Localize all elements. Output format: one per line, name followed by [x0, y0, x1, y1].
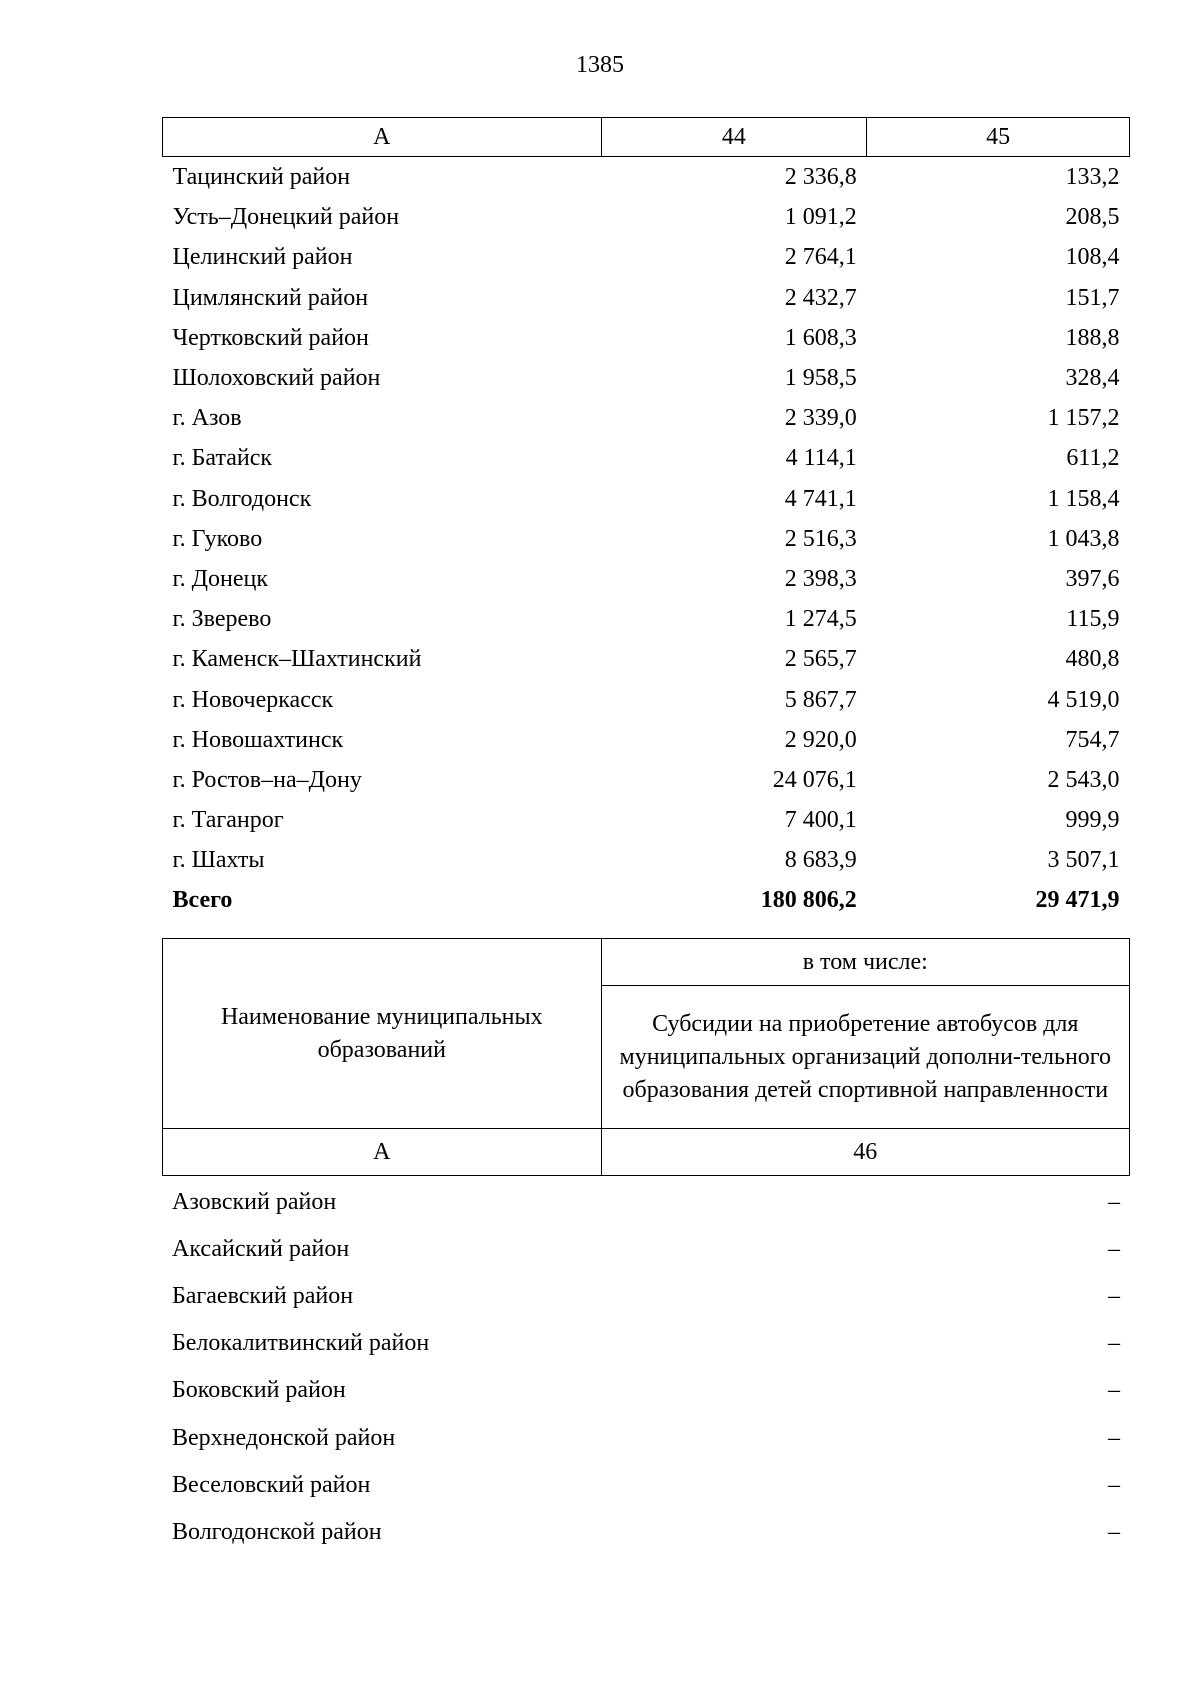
table-row	[163, 559, 1130, 599]
municipality-name: Целинский район	[172, 244, 353, 271]
bus-subsidy-header: Субсидии на приобретение автобусов для муниципальных организаций дополни-тельного образования детей спортивной направленности	[601, 986, 1129, 1129]
table-row	[163, 720, 1130, 760]
municipality-name: г. Донецк	[172, 565, 269, 592]
value-col-46: –	[1108, 1424, 1120, 1451]
value-col-46: –	[1108, 1518, 1120, 1545]
municipality-name: Верхнедонской район	[172, 1424, 396, 1451]
table-row	[163, 318, 1130, 358]
value-col-45: 4 519,0	[1047, 686, 1120, 713]
municipality-name: Багаевский район	[172, 1282, 354, 1309]
table-row	[162, 1225, 1130, 1272]
value-col-45: 480,8	[1065, 646, 1120, 673]
municipality-name: г. Шахты	[172, 847, 265, 874]
value-col-45: 115,9	[1066, 606, 1120, 633]
table-row	[163, 519, 1130, 559]
value-col-44: 1 608,3	[784, 324, 857, 351]
table-row	[163, 840, 1130, 880]
table-row	[163, 639, 1130, 679]
value-col-44: 8 683,9	[784, 847, 857, 874]
value-col-44: 24 076,1	[772, 766, 857, 793]
subsidy-table-header	[162, 938, 1130, 1176]
total-row	[163, 880, 1130, 920]
municipality-name: г. Новошахтинск	[172, 726, 344, 753]
value-col-45: 611,2	[1066, 445, 1120, 472]
total-col-44: 180 806,2	[760, 887, 857, 914]
municipality-name: Волгодонской район	[172, 1518, 382, 1545]
header-col-a: А	[163, 1129, 602, 1176]
table-row	[162, 1272, 1130, 1319]
header-col-45: 45	[867, 118, 1130, 157]
table-row	[163, 679, 1130, 719]
municipality-name: Азовский район	[172, 1188, 337, 1215]
value-col-44: 2 336,8	[784, 164, 857, 191]
municipality-name: Шолоховский район	[172, 365, 381, 392]
total-col-45: 29 471,9	[1035, 887, 1120, 914]
header-col-44: 44	[601, 118, 867, 157]
municipality-name: Боковский район	[172, 1377, 346, 1404]
table-row	[163, 197, 1130, 237]
value-col-44: 4 741,1	[784, 485, 857, 512]
municipality-name: г. Зверево	[172, 606, 272, 633]
table-row	[163, 358, 1130, 398]
municipality-name: Белокалитвинский район	[172, 1330, 430, 1357]
value-col-44: 2 339,0	[784, 405, 857, 432]
table-row	[163, 438, 1130, 478]
value-col-45: 2 543,0	[1047, 766, 1120, 793]
table-row	[163, 800, 1130, 840]
value-col-45: 3 507,1	[1047, 847, 1120, 874]
table-row	[162, 1320, 1130, 1367]
total-label: Всего	[172, 887, 233, 914]
value-col-46: –	[1108, 1377, 1120, 1404]
value-col-45: 397,6	[1065, 565, 1120, 592]
municipality-name: Веселовский район	[172, 1471, 371, 1498]
table-row	[163, 479, 1130, 519]
municipality-name: г. Волгодонск	[172, 485, 312, 512]
table-row	[163, 157, 1130, 198]
municipality-name: г. Батайск	[172, 445, 273, 472]
value-col-44: 4 114,1	[785, 445, 857, 472]
table-row	[162, 1367, 1130, 1414]
municipality-name: г. Гуково	[172, 525, 263, 552]
table-row	[162, 1461, 1130, 1508]
value-col-44: 5 867,7	[784, 686, 857, 713]
value-col-44: 1 958,5	[784, 365, 857, 392]
table-row	[162, 1178, 1130, 1225]
value-col-45: 108,4	[1065, 244, 1120, 271]
municipality-name: Аксайский район	[172, 1235, 350, 1262]
table-row	[162, 1508, 1130, 1555]
value-col-46: –	[1108, 1330, 1120, 1357]
value-col-45: 1 043,8	[1047, 525, 1120, 552]
municipality-name: г. Таганрог	[172, 807, 284, 834]
municipality-name-header: Наименование муниципальных образований	[163, 939, 602, 1129]
allocation-table-44-45	[162, 117, 1130, 921]
value-col-45: 133,2	[1065, 164, 1120, 191]
value-col-45: 999,9	[1065, 807, 1120, 834]
value-col-46: –	[1108, 1188, 1120, 1215]
value-col-46: –	[1108, 1471, 1120, 1498]
municipality-name: г. Ростов–на–Дону	[172, 766, 362, 793]
municipality-name: Чертковский район	[172, 324, 369, 351]
table-header-row	[163, 118, 1130, 157]
value-col-45: 151,7	[1065, 284, 1120, 311]
subsidy-table-body	[162, 1178, 1130, 1556]
table-row	[163, 398, 1130, 438]
municipality-name: г. Азов	[172, 405, 242, 432]
value-col-46: –	[1108, 1235, 1120, 1262]
municipality-name: г. Каменск–Шахтинский	[172, 646, 422, 673]
page-number: 1385	[576, 52, 624, 78]
municipality-name: Цимлянский район	[172, 284, 369, 311]
value-col-45: 1 158,4	[1047, 485, 1120, 512]
municipality-name: Тацинский район	[172, 164, 351, 191]
value-col-45: 328,4	[1065, 365, 1120, 392]
table-row	[163, 599, 1130, 639]
value-col-44: 2 398,3	[784, 565, 857, 592]
header-col-a: А	[163, 118, 602, 157]
value-col-44: 2 920,0	[784, 726, 857, 753]
table-row	[163, 760, 1130, 800]
value-col-44: 1 274,5	[784, 606, 857, 633]
value-col-44: 2 565,7	[784, 646, 857, 673]
value-col-45: 1 157,2	[1047, 405, 1120, 432]
table-row	[162, 1414, 1130, 1461]
value-col-46: –	[1108, 1282, 1120, 1309]
including-header: в том числе:	[601, 939, 1129, 986]
municipality-name: Усть–Донецкий район	[172, 204, 400, 231]
value-col-44: 2 516,3	[784, 525, 857, 552]
value-col-45: 754,7	[1065, 726, 1120, 753]
value-col-44: 2 764,1	[784, 244, 857, 271]
value-col-44: 7 400,1	[784, 807, 857, 834]
table-row	[163, 237, 1130, 277]
table-row	[163, 278, 1130, 318]
municipality-name: г. Новочеркасск	[172, 686, 334, 713]
value-col-45: 188,8	[1065, 324, 1120, 351]
value-col-44: 1 091,2	[784, 204, 857, 231]
header-col-46: 46	[601, 1129, 1129, 1176]
value-col-45: 208,5	[1065, 204, 1120, 231]
value-col-44: 2 432,7	[784, 284, 857, 311]
